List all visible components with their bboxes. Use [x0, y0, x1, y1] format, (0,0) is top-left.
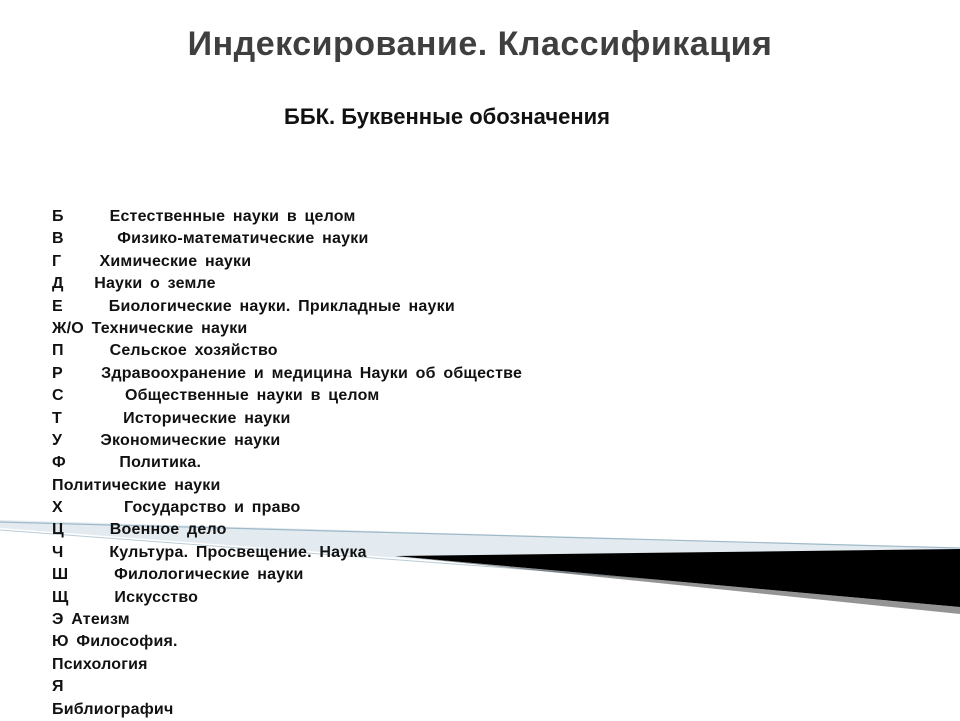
classification-entry [52, 497, 522, 519]
entry-code: Х [52, 499, 63, 517]
entry-label: Государство и право [124, 499, 301, 517]
entry-label: Здравоохранение и медицина Науки об обществе [101, 364, 523, 382]
classification-entry [52, 273, 522, 295]
classification-entry [52, 363, 522, 385]
entry-code: Б [52, 208, 64, 225]
entry-code: Г [52, 252, 62, 270]
entry-code: С [52, 387, 64, 405]
entry-label: Химические науки [99, 252, 252, 270]
entry-label: Психология [52, 655, 148, 673]
classification-entry [52, 475, 522, 497]
classification-entry [52, 318, 522, 340]
entry-code: Я [52, 678, 64, 696]
entry-label: Исторические науки [123, 409, 291, 427]
classification-entry [52, 251, 522, 273]
classification-list [52, 206, 522, 721]
entry-label: Культура. Просвещение. Наука [109, 543, 367, 561]
slide-title: Индексирование. Классификация [187, 25, 773, 63]
entry-label: Общественные науки в целом [124, 387, 380, 405]
classification-entry [52, 430, 522, 452]
entry-code: Щ [52, 588, 69, 606]
classification-entry [52, 631, 522, 653]
classification-entry [52, 609, 522, 631]
entry-label: Сельское хозяйство [109, 342, 278, 360]
entry-code: Ц [52, 521, 64, 539]
entry-label: Науки о земле [94, 275, 216, 293]
entry-code: Ж/О [52, 319, 84, 337]
entry-code: В [52, 230, 64, 248]
entry-code: Ч [52, 543, 64, 561]
entry-label: Физико-математические науки [117, 230, 369, 248]
classification-entry [52, 296, 522, 318]
slide-subtitle: ББК. Буквенные обозначения [284, 104, 610, 129]
classification-entry [52, 452, 522, 474]
classification-entry [52, 408, 522, 430]
classification-entry [52, 519, 522, 541]
classification-entry [52, 654, 522, 676]
classification-entry [52, 542, 522, 564]
entry-label: Политика. [119, 454, 202, 472]
classification-entry [52, 564, 522, 586]
entry-code: Ф [52, 454, 66, 472]
classification-entry [52, 385, 522, 407]
entry-code: Е [52, 297, 63, 315]
entry-code: Ю [52, 633, 69, 651]
classification-entry [52, 340, 522, 362]
entry-label: Философия. [76, 633, 178, 651]
classification-entry [52, 587, 522, 609]
entry-label: Естественные науки в целом [109, 208, 356, 225]
entry-label: Военное дело [109, 521, 227, 539]
classification-entry [52, 206, 522, 228]
entry-code: Ш [52, 566, 69, 584]
entry-code: Э [52, 611, 64, 629]
entry-label: Технические науки [91, 319, 248, 337]
classification-entry [52, 699, 522, 721]
classification-entry [52, 228, 522, 250]
entry-label: Политические науки [52, 476, 221, 494]
entry-code: Т [52, 409, 62, 427]
classification-entry [52, 676, 522, 698]
entry-code: Р [52, 364, 63, 382]
entry-label: Атеизм [71, 611, 130, 629]
entry-label: Экономические науки [100, 431, 281, 449]
entry-label: Библиографич [52, 700, 174, 718]
entry-label: Филологические науки [114, 566, 304, 584]
entry-code: У [52, 431, 63, 449]
entry-code: Д [52, 275, 64, 293]
entry-label: Искусство [114, 588, 199, 606]
entry-label: Биологические науки. Прикладные науки [108, 297, 455, 315]
entry-code: П [52, 342, 64, 360]
